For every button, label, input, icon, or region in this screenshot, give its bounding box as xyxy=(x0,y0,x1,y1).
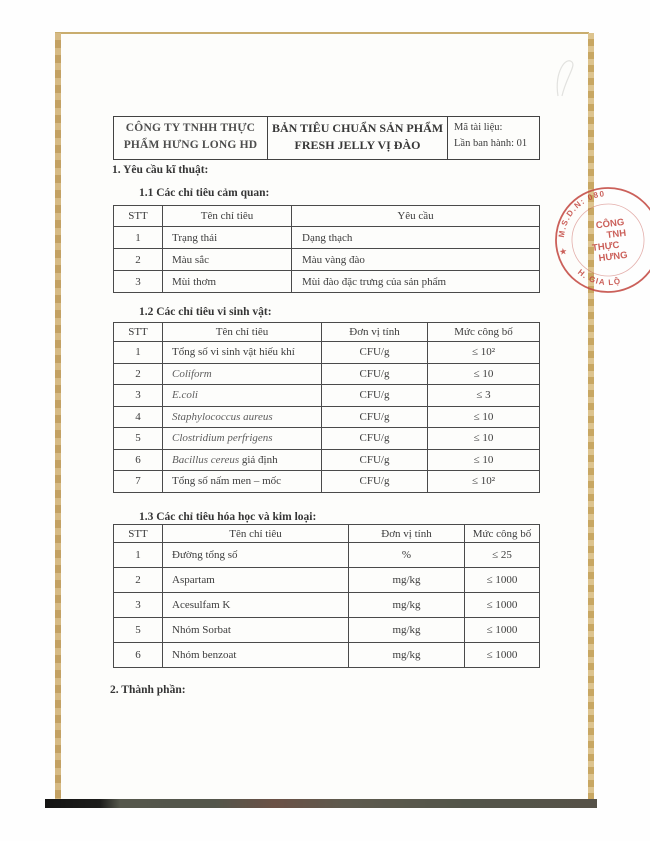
table-cell: ≤ 10 xyxy=(428,428,540,450)
table-header-row xyxy=(114,323,540,342)
table-row xyxy=(114,227,540,249)
table-cell: ≤ 10² xyxy=(428,471,540,493)
document-title-line1: BẢN TIÊU CHUẨN SẢN PHẨM xyxy=(271,121,444,135)
table-cell: Trạng thái xyxy=(163,227,292,249)
table-cell: Tổng số nấm men – mốc xyxy=(163,471,322,493)
table-cell: ≤ 25 xyxy=(465,543,540,568)
table-cell: % xyxy=(349,543,465,568)
microbiology-criteria-table xyxy=(113,322,540,493)
table-cell: Acesulfam K xyxy=(163,593,349,618)
table-cell: 3 xyxy=(114,271,163,293)
table-cell: Staphylococcus aureus xyxy=(163,406,322,428)
table-row xyxy=(114,271,540,293)
table-cell: Coliform xyxy=(163,363,322,385)
stamp-center-line3: THỰC xyxy=(591,239,621,254)
star-icon: ★ xyxy=(558,246,568,258)
table-cell: mg/kg xyxy=(349,593,465,618)
table-row xyxy=(114,363,540,385)
column-header: Đơn vị tính xyxy=(322,323,428,342)
table-cell: Nhóm Sorbat xyxy=(163,618,349,643)
table-cell: Clostridium perfrigens xyxy=(163,428,322,450)
table-cell: mg/kg xyxy=(349,568,465,593)
table-cell: ≤ 3 xyxy=(428,385,540,407)
table-cell: CFU/g xyxy=(322,406,428,428)
table-cell: Mùi thơm xyxy=(163,271,292,293)
company-name-line2: PHẨM HƯNG LONG HD xyxy=(123,138,258,151)
column-header: STT xyxy=(114,525,163,543)
table-cell: 6 xyxy=(114,643,163,668)
sensory-criteria-table xyxy=(113,205,540,293)
table-row xyxy=(114,249,540,271)
table-cell: 1 xyxy=(114,342,163,364)
table-header-row xyxy=(114,206,540,227)
column-header: STT xyxy=(114,206,163,227)
table-row xyxy=(114,385,540,407)
section-2-title: 2. Thành phần: xyxy=(110,684,186,696)
svg-text:M.S.D.N: 080 xyxy=(552,189,610,239)
table-cell: 2 xyxy=(114,363,163,385)
section-1-3-title: 1.3 Các chỉ tiêu hóa học và kim loại: xyxy=(139,511,317,523)
table-row xyxy=(114,568,540,593)
table-cell: Đường tổng số xyxy=(163,543,349,568)
column-header: Yêu cầu xyxy=(292,206,540,227)
table-row xyxy=(114,406,540,428)
table-row xyxy=(114,593,540,618)
company-name xyxy=(114,117,268,159)
table-cell: 2 xyxy=(114,249,163,271)
table-cell: 4 xyxy=(114,406,163,428)
column-header: Tên chỉ tiêu xyxy=(163,206,292,227)
table-cell: CFU/g xyxy=(322,363,428,385)
stamp-center-line2: TNH xyxy=(606,227,627,242)
table-cell: 1 xyxy=(114,227,163,249)
table-cell: ≤ 10 xyxy=(428,363,540,385)
table-cell: 3 xyxy=(114,593,163,618)
doc-code-label: Mã tài liệu: xyxy=(454,122,503,133)
company-stamp xyxy=(548,182,650,302)
table-cell: ≤ 1000 xyxy=(465,568,540,593)
document-header-box xyxy=(113,116,540,160)
document-meta xyxy=(448,117,539,159)
table-cell: CFU/g xyxy=(322,342,428,364)
table-row xyxy=(114,342,540,364)
table-cell: 5 xyxy=(114,428,163,450)
table-cell: 1 xyxy=(114,543,163,568)
table-row xyxy=(114,449,540,471)
section-1-title: 1. Yêu cầu kĩ thuật: xyxy=(112,164,209,176)
table-row xyxy=(114,543,540,568)
table-cell: ≤ 10² xyxy=(428,342,540,364)
company-name-line1: CÔNG TY TNHH THỰC xyxy=(125,122,256,134)
table-cell: CFU/g xyxy=(322,449,428,471)
table-cell: ≤ 10 xyxy=(428,406,540,428)
stamp-center-line4: HƯNG xyxy=(598,249,629,265)
table-cell: Tổng số vi sinh vật hiếu khí xyxy=(163,342,322,364)
table-cell: 3 xyxy=(114,385,163,407)
issue-number: Lần ban hành: 01 xyxy=(454,137,528,149)
table-cell: 5 xyxy=(114,618,163,643)
table-header-row xyxy=(114,525,540,543)
stamp-arc-bottom-text: H. GIA LỘ xyxy=(575,267,623,288)
table-cell: mg/kg xyxy=(349,643,465,668)
section-1-1-title: 1.1 Các chỉ tiêu cảm quan: xyxy=(139,187,270,199)
table-cell: CFU/g xyxy=(322,428,428,450)
table-cell: ≤ 1000 xyxy=(465,643,540,668)
table-cell: E.coli xyxy=(163,385,322,407)
table-cell: Aspartam xyxy=(163,568,349,593)
table-row xyxy=(114,471,540,493)
table-cell: Dạng thạch xyxy=(292,227,540,249)
table-row xyxy=(114,618,540,643)
column-header: Mức công bố xyxy=(465,525,540,543)
column-header: Mức công bố xyxy=(428,323,540,342)
table-cell: CFU/g xyxy=(322,385,428,407)
table-cell: ≤ 1000 xyxy=(465,593,540,618)
column-header: Đơn vị tính xyxy=(349,525,465,543)
document-title-line2: FRESH JELLY VỊ ĐÀO xyxy=(294,137,421,152)
svg-text:H. GIA LỘ xyxy=(575,263,622,291)
table-row xyxy=(114,428,540,450)
table-cell: 6 xyxy=(114,449,163,471)
table-cell: ≤ 10 xyxy=(428,449,540,471)
table-cell: Màu vàng đào xyxy=(292,249,540,271)
column-header: Tên chỉ tiêu xyxy=(163,323,322,342)
document-title xyxy=(268,117,448,159)
table-cell: Bacillus cereus giả định xyxy=(163,449,322,471)
stamp-arc-top-text: M.S.D.N: 080 xyxy=(556,189,606,239)
table-row xyxy=(114,643,540,668)
chemical-criteria-table xyxy=(113,524,540,668)
table-cell: 2 xyxy=(114,568,163,593)
table-cell: Nhóm benzoat xyxy=(163,643,349,668)
section-1-2-title: 1.2 Các chỉ tiêu vi sinh vật: xyxy=(139,306,272,318)
table-cell: 7 xyxy=(114,471,163,493)
table-cell: CFU/g xyxy=(322,471,428,493)
table-cell: Mùi đào đặc trưng của sản phẩm xyxy=(292,271,540,293)
stamp-center-line1: CÔNG xyxy=(595,216,625,232)
column-header: Tên chỉ tiêu xyxy=(163,525,349,543)
table-cell: Màu sắc xyxy=(163,249,292,271)
table-cell: mg/kg xyxy=(349,618,465,643)
table-cell: ≤ 1000 xyxy=(465,618,540,643)
scan-artifact xyxy=(552,52,582,100)
column-header: STT xyxy=(114,323,163,342)
